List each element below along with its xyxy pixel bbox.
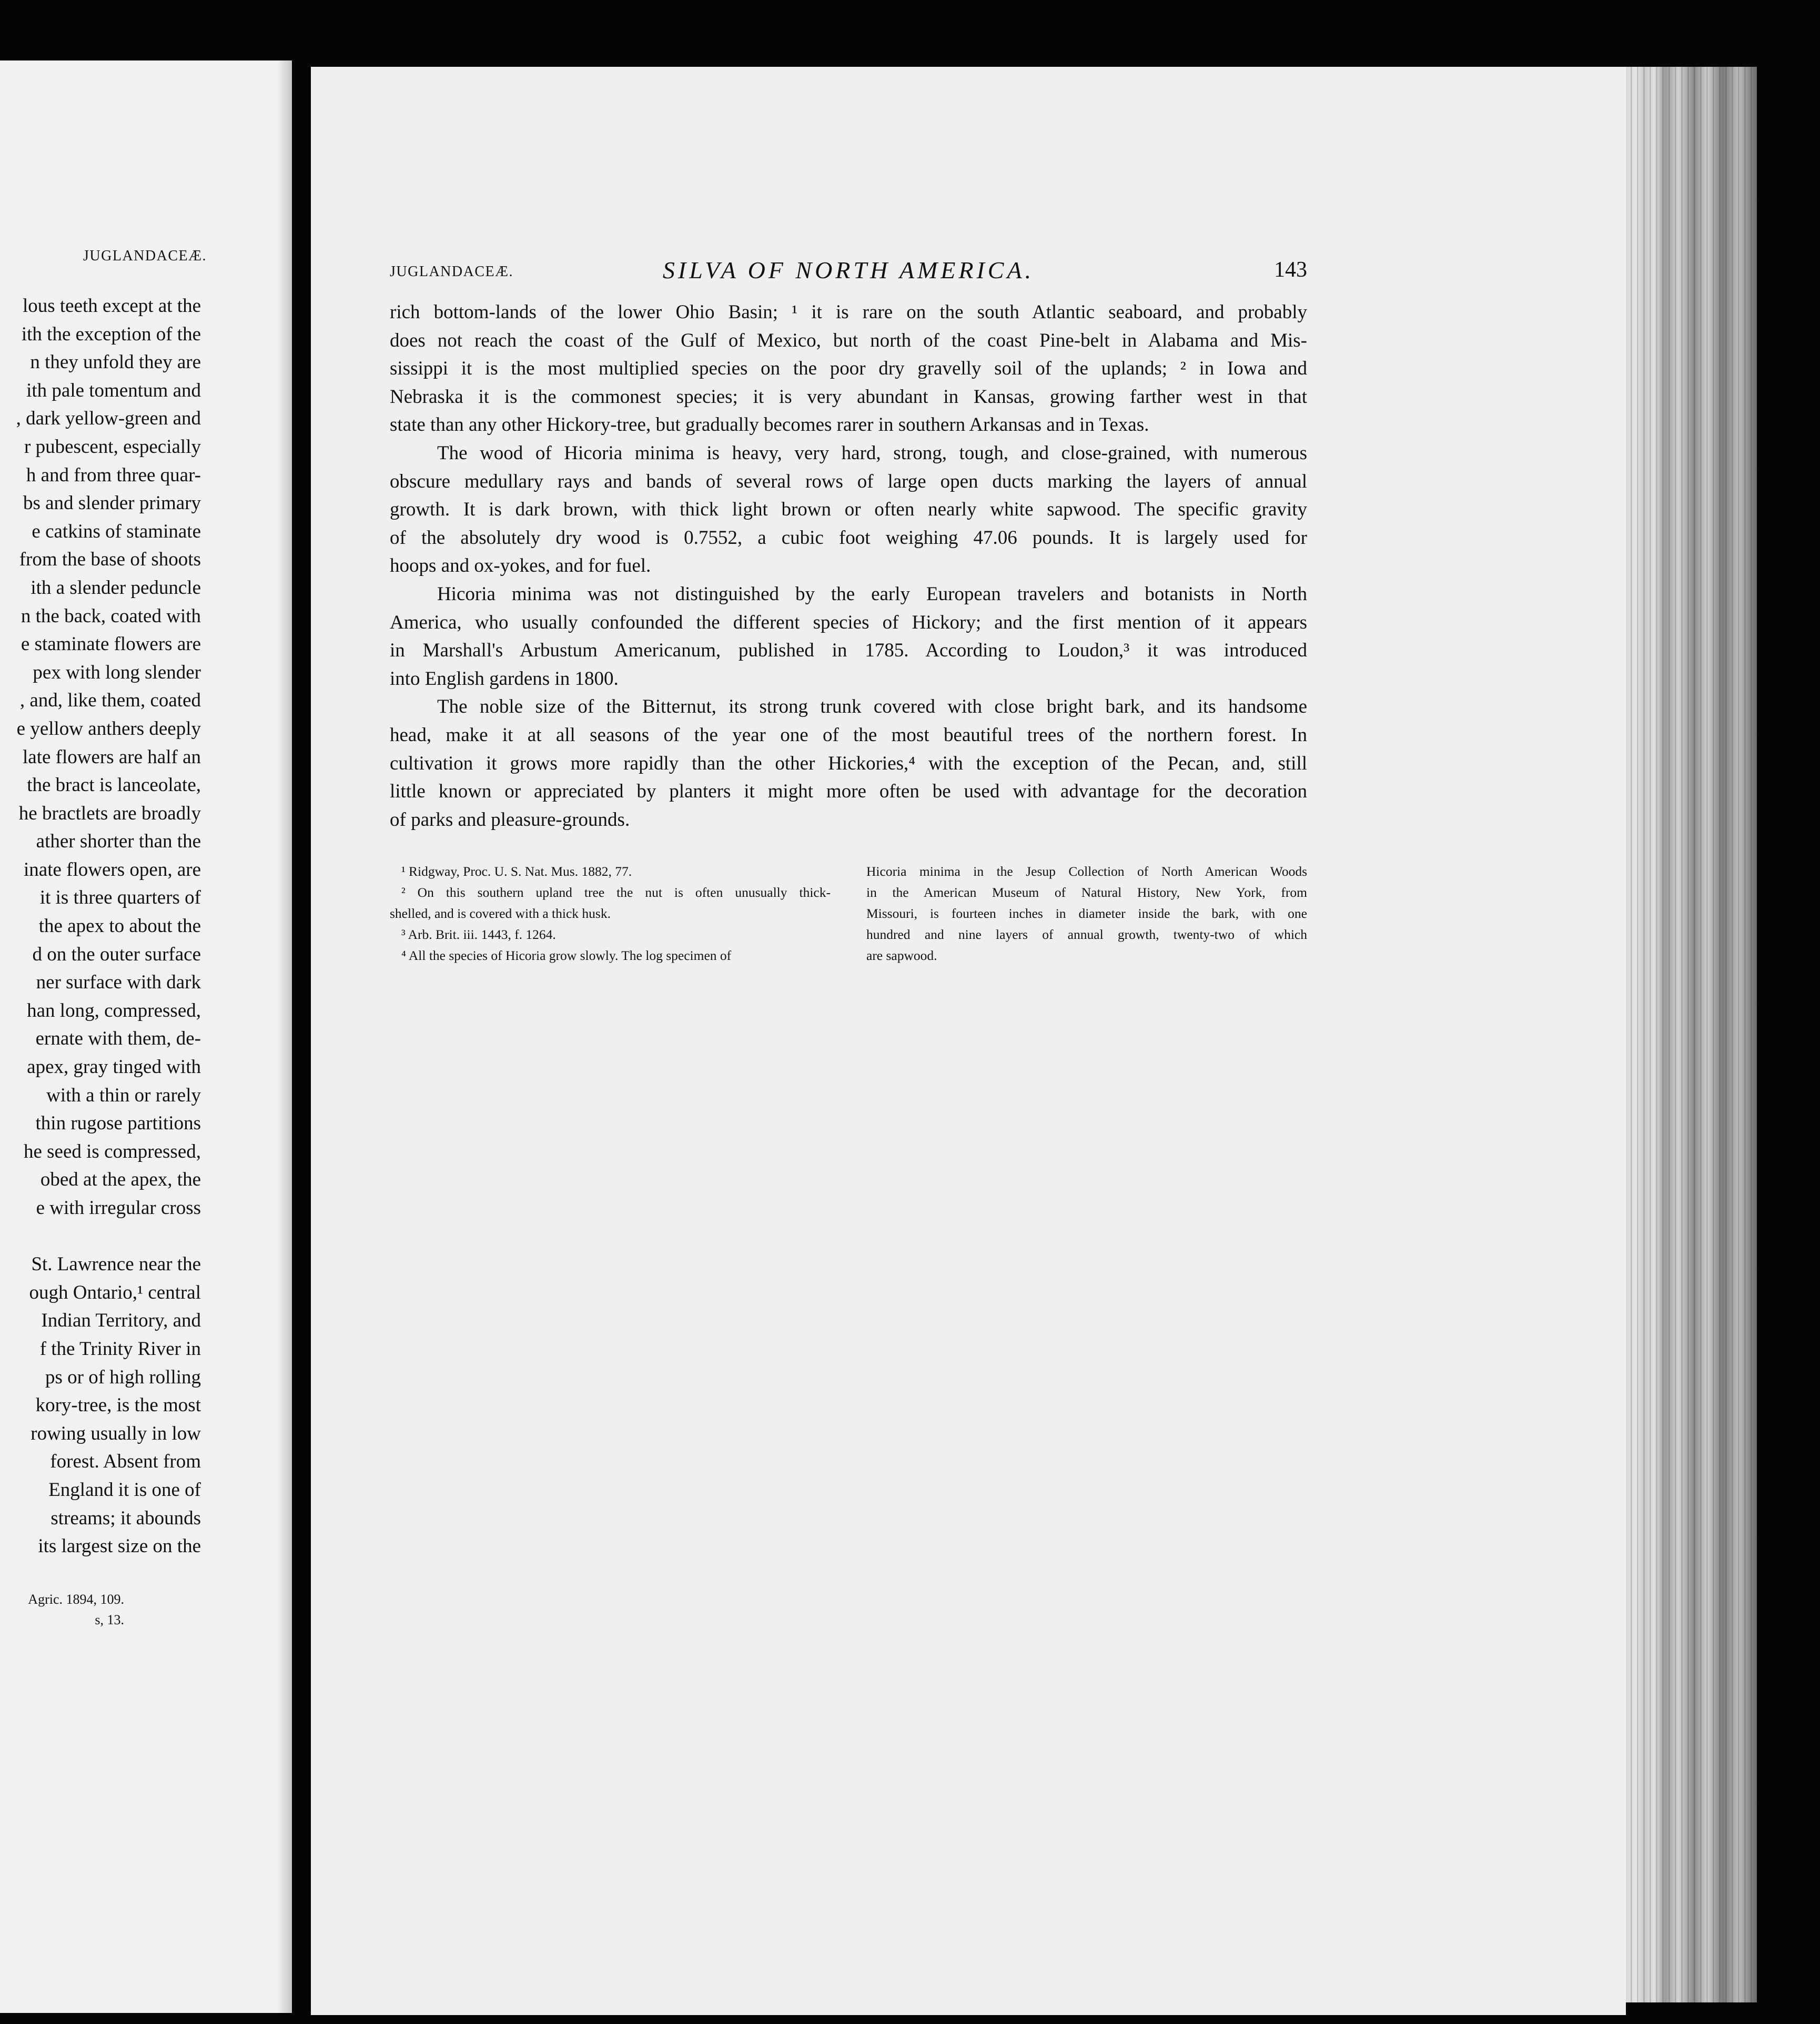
- left-text-line: d on the outer surface: [32, 943, 201, 965]
- left-text-line: late flowers are half an: [23, 746, 201, 768]
- footnote-line: in the American Museum of Natural History, New York, from: [866, 885, 1307, 900]
- left-text-line: the bract is lanceolate,: [27, 774, 201, 796]
- left-text-line: n they unfold they are: [30, 351, 201, 373]
- footnotes-left-column: [390, 861, 831, 966]
- text-line: into English gardens in 1800.: [390, 667, 619, 690]
- text-line: Hicoria minima was not distinguished by the early European travelers and botanists in North: [437, 583, 1307, 605]
- body-text: [390, 298, 1307, 834]
- left-page-text: [16, 292, 201, 1561]
- footnote-line: Hicoria minima in the Jesup Collection of North American Woods: [866, 864, 1307, 879]
- text-line: hoops and ox-yokes, and for fuel.: [390, 555, 651, 577]
- paragraph: [390, 693, 1307, 834]
- text-line: does not reach the coast of the Gulf of Mexico, but north of the coast Pine-belt in Alabama and Mis-: [390, 329, 1307, 351]
- text-line: state than any other Hickory-tree, but gradually becomes rarer in southern Arkansas and in Texas.: [390, 414, 1149, 436]
- left-text-line: obed at the apex, the: [40, 1169, 201, 1191]
- left-footnote-line: Agric. 1894, 109.: [28, 1592, 124, 1607]
- footnote-line: Missouri, is fourteen inches in diameter inside the bark, with one: [866, 906, 1307, 921]
- left-text-line: ather shorter than the: [36, 831, 201, 853]
- text-line: obscure medullary rays and bands of several rows of large open ducts marking the layers of annual: [390, 470, 1307, 492]
- text-line: head, make it at all seasons of the year one of the most beautiful trees of the northern forest. In: [390, 724, 1307, 746]
- book-title: SILVA OF NORTH AMERICA.: [662, 257, 1035, 284]
- footnote-line: are sapwood.: [866, 948, 937, 963]
- text-line: rich bottom-lands of the lower Ohio Basin; ¹ it is rare on the south Atlantic seaboard, and probably: [390, 301, 1307, 323]
- left-text-line: lous teeth except at the: [22, 295, 201, 317]
- text-line: The noble size of the Bitternut, its strong trunk covered with close bright bark, and its handsome: [437, 696, 1307, 718]
- left-text-line: he seed is compressed,: [23, 1140, 201, 1162]
- left-text-line: from the base of shoots: [19, 549, 201, 571]
- paragraph: [390, 439, 1307, 580]
- footnote-line: shelled, and is covered with a thick husk.: [390, 906, 611, 921]
- left-text-line: ith pale tomentum and: [26, 379, 201, 401]
- left-text-line: bs and slender primary: [23, 492, 201, 514]
- footnotes-right-column: [866, 861, 1307, 966]
- text-line: growth. It is dark brown, with thick light brown or often nearly white sapwood. The specific gravity: [390, 499, 1307, 521]
- left-text-line: Indian Territory, and: [41, 1310, 201, 1332]
- left-text-line: ernate with them, de-: [35, 1028, 201, 1050]
- book-page-edges: [1626, 67, 1757, 2002]
- paragraph: [390, 298, 1307, 439]
- text-line: Nebraska it is the commonest species; it is very abundant in Kansas, growing farther west in that: [390, 386, 1307, 408]
- left-text-line: thin rugose partitions: [35, 1112, 201, 1135]
- left-text-line: h and from three quar-: [26, 464, 201, 486]
- left-text-line: ough Ontario,¹ central: [29, 1281, 201, 1303]
- page-number: 143: [1274, 258, 1307, 282]
- left-footnotes: [0, 1589, 124, 1630]
- left-text-line: England it is one of: [48, 1479, 201, 1501]
- left-text-line: e yellow anthers deeply: [16, 717, 201, 740]
- left-footnote-line: s, 13.: [95, 1612, 124, 1627]
- text-line: in Marshall's Arbustum Americanum, published in 1785. According to Loudon,³ it was introduced: [390, 640, 1307, 662]
- left-page: [0, 60, 292, 2013]
- left-text-line: ith a slender peduncle: [31, 576, 201, 599]
- left-text-line: the apex to about the: [38, 915, 201, 937]
- left-running-head: JUGLANDACEÆ.: [83, 248, 207, 264]
- text-line: cultivation it grows more rapidly than the other Hickories,⁴ with the exception of the Pecan, and, still: [390, 752, 1307, 774]
- footnote-line: ² On this southern upland tree the nut is often unusually thick-: [401, 885, 831, 900]
- footnote-line: ¹ Ridgway, Proc. U. S. Nat. Mus. 1882, 77.: [401, 864, 632, 879]
- left-text-line: e catkins of staminate: [32, 520, 201, 542]
- left-text-line: e staminate flowers are: [21, 633, 201, 655]
- text-line: little known or appreciated by planters it might more often be used with advantage for the decoration: [390, 781, 1307, 803]
- footnote-line: ⁴ All the species of Hicoria grow slowly. The log specimen of: [401, 948, 732, 963]
- text-line: The wood of Hicoria minima is heavy, very hard, strong, tough, and close-grained, with numerous: [437, 442, 1307, 464]
- left-text-line: ps or of high rolling: [45, 1366, 201, 1388]
- left-text-line: , and, like them, coated: [19, 690, 201, 712]
- left-text-line: streams; it abounds: [50, 1507, 201, 1529]
- left-text-line: e with irregular cross: [36, 1197, 201, 1219]
- paragraph: [390, 580, 1307, 693]
- left-text-line: inate flowers open, are: [24, 858, 201, 881]
- text-line: America, who usually confounded the different species of Hickory; and the first mention of it appears: [390, 611, 1307, 633]
- text-line: of parks and pleasure-grounds.: [390, 808, 630, 831]
- left-text-line: rowing usually in low: [31, 1422, 201, 1444]
- left-text-line: pex with long slender: [33, 661, 201, 683]
- left-text-line: its largest size on the: [38, 1535, 201, 1557]
- left-text-line: ith the exception of the: [21, 323, 201, 345]
- running-head: JUGLANDACEÆ.: [390, 264, 513, 280]
- left-text-line: , dark yellow-green and: [16, 408, 201, 430]
- left-text-line: kory-tree, is the most: [35, 1394, 201, 1416]
- footnote-line: ³ Arb. Brit. iii. 1443, f. 1264.: [401, 927, 556, 942]
- left-text-line: [16, 1222, 201, 1251]
- gutter-shadow: [277, 60, 292, 2013]
- left-text-line: n the back, coated with: [21, 605, 201, 627]
- left-text-line: St. Lawrence near the: [31, 1253, 201, 1276]
- left-text-line: apex, gray tinged with: [27, 1056, 201, 1078]
- left-text-line: ner surface with dark: [36, 971, 201, 994]
- footnote-line: hundred and nine layers of annual growth, twenty-two of which: [866, 927, 1307, 942]
- text-line: sissippi it is the most multiplied species on the poor dry gravelly soil of the uplands; ² in Iowa and: [390, 358, 1307, 380]
- left-text-line: he bractlets are broadly: [18, 802, 201, 824]
- left-text-line: with a thin or rarely: [46, 1084, 201, 1106]
- left-text-line: f the Trinity River in: [39, 1338, 201, 1360]
- left-text-line: r pubescent, especially: [24, 436, 201, 458]
- page-header: [390, 256, 1307, 288]
- left-text-line: it is three quarters of: [39, 887, 201, 909]
- left-text-line: forest. Absent from: [50, 1451, 201, 1473]
- right-page: [311, 67, 1626, 2015]
- left-text-line: han long, compressed,: [27, 999, 201, 1021]
- text-line: of the absolutely dry wood is 0.7552, a cubic foot weighing 47.06 pounds. It is largely used for: [390, 527, 1307, 549]
